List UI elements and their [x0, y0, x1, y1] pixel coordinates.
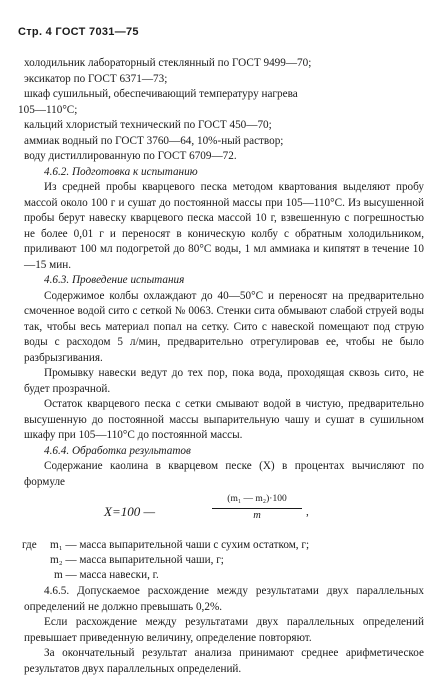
- formula-end: ,: [306, 506, 309, 518]
- section-4-6-4-text: Содержание каолина в кварцевом песке (X) в процентах вычисляют по формуле: [24, 460, 424, 488]
- document-body: [18, 56, 424, 677]
- formula-numerator: (m₁ — m₂)·100: [212, 493, 302, 509]
- section-4-6-3-text: Содержимое колбы охлаждают до 40—50°С и переносят на предварительно смоченное водой сито с сеткой № 0063. Стенки сита обмывают слабой струей воды так, чтобы весь материал попал на сетку. Сито с навеской помещают под струю воды с расходом 5 л/мин, предварительно отрегулировав ее, чтобы не было разбрызгивания.: [24, 289, 424, 364]
- reagent-line: эксикатор по ГОСТ 6371—73;: [24, 72, 168, 85]
- formula-denominator: m: [253, 510, 261, 521]
- reagent-line: шкаф сушильный, обеспечивающий температуру нагрева: [24, 88, 298, 100]
- formula-legend: [24, 538, 424, 584]
- section-4-6-4-title: 4.6.4. Обработка результатов: [44, 444, 191, 457]
- washing-paragraph: Промывку навески ведут до тех пор, пока вода, проходящая сквозь сито, не будет прозрачной.: [24, 367, 424, 395]
- legend-m: m — масса навески, г.: [54, 569, 159, 581]
- reagent-line: кальций хлористый технический по ГОСТ 450—70;: [24, 119, 272, 131]
- reagent-line: воду дистиллированную по ГОСТ 6709—72.: [24, 150, 237, 162]
- discrepancy-paragraph: Если расхождение между результатами двух параллельных определений превышает приведенную величину, определение повторяют.: [24, 616, 424, 644]
- page-header: Стр. 4 ГОСТ 7031—75: [18, 26, 139, 38]
- legend-intro: где: [22, 539, 37, 551]
- reagent-line: аммиак водный по ГОСТ 3760—64, 10%-ный раствор;: [24, 134, 284, 147]
- residue-paragraph: Остаток кварцевого песка с сетки смывают водой в чистую, предварительно высушенную до постоянной массы выпарительную чашу и сушат в сушильном шкафу при 105—110°С до постоянной массы.: [24, 398, 424, 441]
- section-4-6-2-text: Из средней пробы кварцевого песка методом квартования выделяют пробу массой около 100 г и сушат до постоянной массы при 105—110°С. Из высушенной пробы берут навеску кварцевого песка массой 10 г, взвешенную с погрешностью не более 0,01 г и переносят в коническую колбу с обратным холодильником, приливают 100 мл подогретой до 80°С воды, 1 мл аммиака и кипятят в течение 10—15 мин.: [24, 181, 424, 271]
- legend-m1: m₁ — масса выпарительной чаши с сухим остатком, г;: [50, 539, 310, 551]
- section-4-6-3-title: 4.6.3. Проведение испытания: [44, 274, 185, 286]
- formula-fraction: [212, 493, 302, 523]
- section-4-6-5-text: 4.6.5. Допускаемое расхождение между результатами двух параллельных определений не должно превышать 0,2%.: [24, 585, 424, 613]
- reagent-line: холодильник лабораторный стеклянный по ГОСТ 9499—70;: [24, 57, 312, 69]
- section-4-6-2-title: 4.6.2. Подготовка к испытанию: [44, 165, 198, 178]
- kaolin-formula: [24, 493, 424, 535]
- formula-lhs: X=100 —: [104, 504, 156, 519]
- final-result-paragraph: За окончательный результат анализа принимают среднее арифметическое результатов двух параллельных определений.: [24, 647, 424, 675]
- legend-m2: m₂ — масса выпарительной чаши, г;: [50, 554, 224, 566]
- reagent-line: 105—110°С;: [18, 103, 78, 116]
